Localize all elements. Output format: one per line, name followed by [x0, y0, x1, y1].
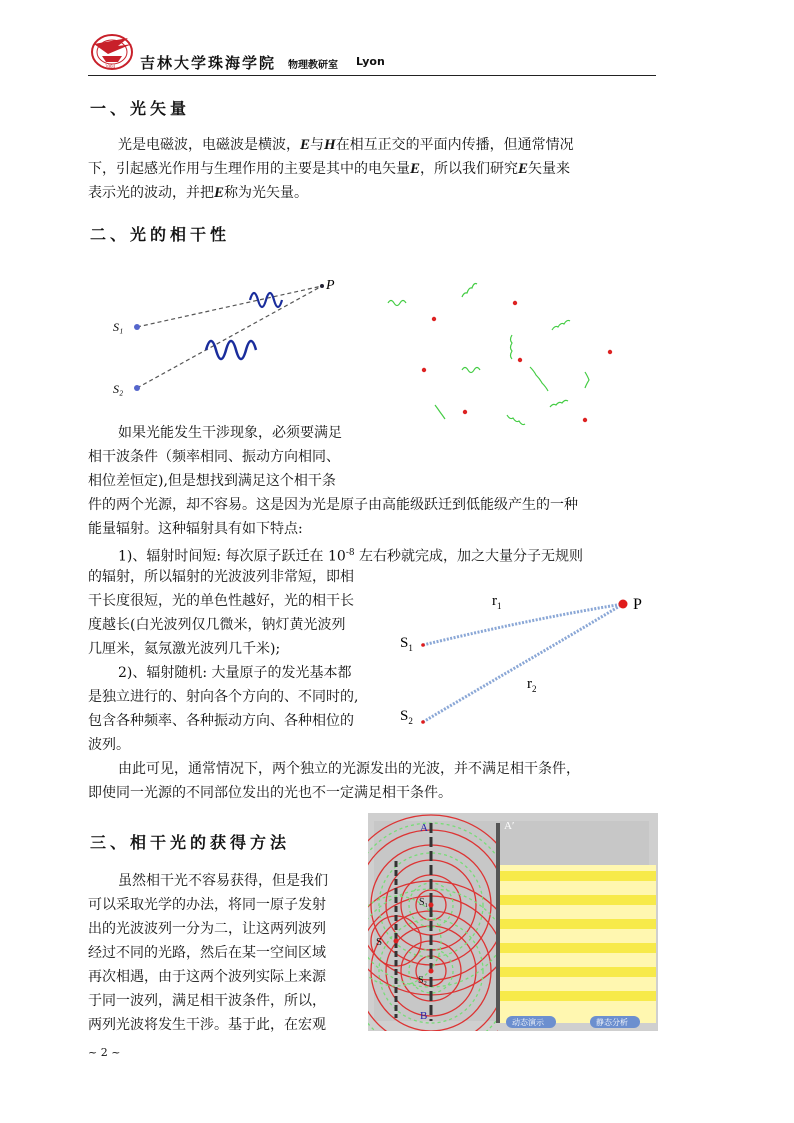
section-heading-1: 一、光矢量 [90, 99, 191, 118]
logo-year: 2004 [105, 65, 115, 70]
figure-double-slit [368, 813, 658, 1031]
s2-conclusion-1: 由此可见，通常情况下，两个独立的光源发出的光波，并不满足相干条件， [118, 761, 580, 777]
fig3-label-p: P [633, 596, 642, 613]
fig4-label-s1: S₁ [419, 897, 429, 908]
s3-line-6: 于同一波列，满足相干波条件，所以， [88, 993, 326, 1009]
figure-two-sources [110, 270, 350, 405]
figure-random-emission [380, 275, 648, 440]
figure-wave-paths [395, 585, 660, 730]
s2-feature-1-line-4: 度越长(白光波列仅几微米，钠灯黄光波列 [88, 617, 346, 633]
fig3-label-r1: $r_1$ [492, 593, 502, 611]
fig1-label-p: P [326, 278, 335, 293]
s3-line-7: 两列光波将发生干涉。基于此，在宏观 [88, 1017, 326, 1033]
fig1-label-s1: S₁ [113, 320, 124, 334]
s2-line-4: 件的两个光源，却不容易。这是因为光是原子由高能级跃迁到低能级产生的一种 [88, 497, 578, 513]
header-school: 吉林大学珠海学院 [140, 54, 277, 72]
s2-feature-2: 2)、辐射随机: 大量原子的发光基本都 [118, 665, 352, 681]
fig3-label-s1: $S_1$ [400, 635, 413, 653]
s2-line-5: 能量辐射。这种辐射具有如下特点: [88, 521, 303, 537]
fig4-label-a-prime: A′ [504, 820, 515, 832]
wave-trains [388, 284, 589, 425]
section-heading-3: 三、相干光的获得方法 [90, 833, 291, 852]
header-dept: 物理教研室 [288, 60, 338, 71]
atom-dots [422, 301, 612, 422]
s3-line-3: 出的光波波列一分为二，让这两列波列 [88, 921, 326, 937]
fig3-label-s2: $S_2$ [400, 708, 413, 726]
s2-feature-2-line-4: 波列。 [88, 737, 130, 753]
fig4-label-a: A [420, 822, 428, 834]
s2-line-3: 相位差恒定),但是想找到满足这个相干条 [88, 473, 336, 489]
s2-feature-2-line-3: 包含各种频率、各种振动方向、各种相位的 [88, 713, 354, 729]
fringe-pattern [500, 865, 656, 1023]
s2-feature-2-line-2: 是独立进行的、射向各个方向的、不同时的, [88, 689, 359, 705]
fig4-label-s: S [376, 936, 383, 948]
school-logo [88, 30, 138, 72]
fig4-label-s2: S₂ [418, 975, 428, 986]
s1-line-3: 表示光的波动，并把E称为光矢量。 [88, 185, 309, 201]
s2-feature-1-line-3: 干长度很短，光的单色性越好，光的相干长 [88, 593, 354, 609]
svg-text:静态分析: 静态分析 [596, 1018, 628, 1027]
fig1-label-s2: S₂ [113, 382, 124, 396]
section-heading-2: 二、光的相干性 [90, 225, 231, 244]
header-author: Lyon [356, 55, 385, 68]
s1-line-2: 下，引起感光作用与生理作用的主要是其中的电矢量E，所以我们研究E矢量来 [88, 161, 571, 177]
fig3-label-r2: $r_2$ [527, 676, 537, 694]
page-header [88, 28, 656, 76]
s3-line-5: 再次相遇，由于这两个波列实际上来源 [88, 969, 326, 985]
s3-line-4: 经过不同的光路，然后在某一空间区域 [88, 945, 326, 961]
fig4-label-b: B [420, 1010, 428, 1022]
static-analysis-button[interactable] [590, 1016, 640, 1028]
s2-line-1: 如果光能发生干涉现象，必须要满足 [118, 425, 342, 441]
page-number: ~ 2 ~ [88, 1046, 121, 1059]
s2-feature-1: 1)、辐射时间短: 每次原子跃迁在 $10^{-8}$ 左右秒就完成，加之大量分子无规则 [118, 548, 584, 565]
s1-line-1: 光是电磁波，电磁波是横波，E与H在相互正交的平面内传播，但通常情况 [118, 137, 574, 153]
s2-conclusion-2: 即使同一光源的不同部位发出的光也不一定满足相干条件。 [88, 785, 452, 801]
s3-line-2: 可以采取光学的办法，将同一原子发射 [88, 897, 326, 913]
dynamic-demo-button[interactable] [506, 1016, 556, 1028]
s2-line-2: 相干波条件（频率相同、振动方向相同、 [88, 449, 340, 465]
s2-feature-1-line-2: 的辐射，所以辐射的光波波列非常短，即相 [88, 569, 354, 585]
s3-line-1: 虽然相干光不容易获得，但是我们 [118, 873, 328, 889]
s2-feature-1-line-5: 几厘米，氦氖激光波列几千米); [88, 641, 281, 657]
svg-text:动态演示: 动态演示 [512, 1018, 544, 1027]
